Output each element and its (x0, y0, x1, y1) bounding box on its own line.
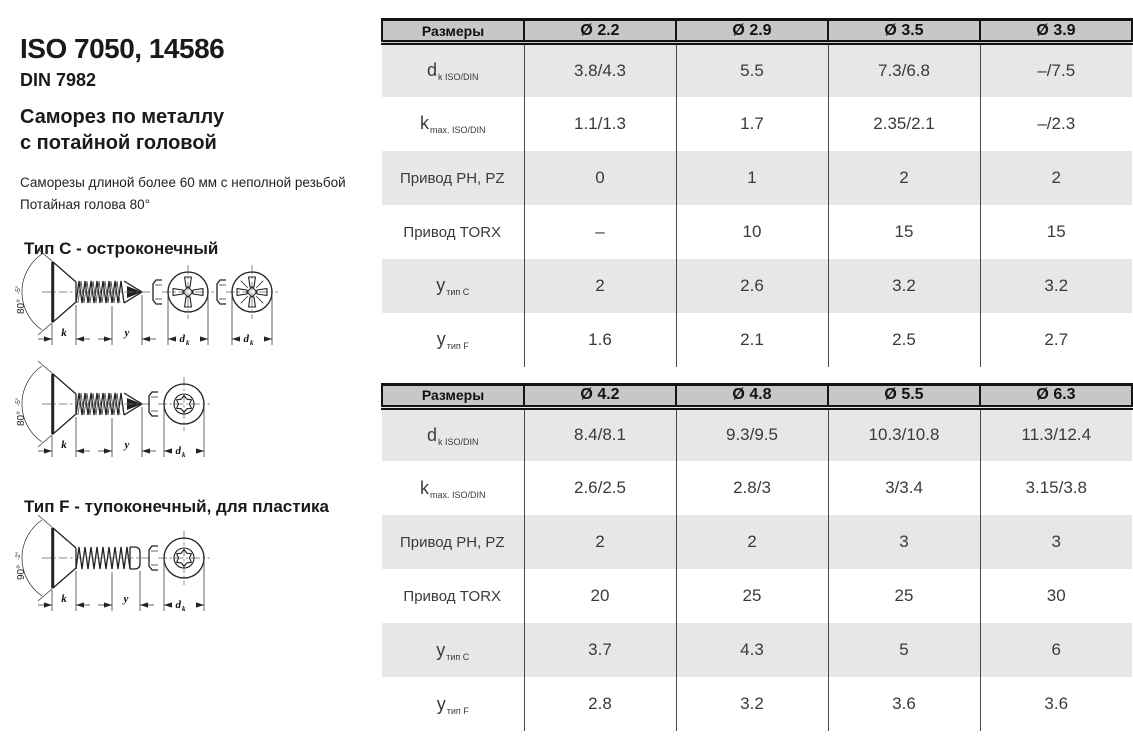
page-title: ISO 7050, 14586 (20, 32, 225, 64)
din-standard-label: DIN 7982 (20, 69, 97, 90)
torx-recess-head-view (158, 377, 210, 459)
table-row-drive-phpz (382, 515, 1132, 569)
cell: 6 (980, 623, 1132, 677)
type-c-side-view (14, 249, 156, 345)
table-row-dk (382, 43, 1132, 97)
dimensions-table-small (381, 18, 1133, 367)
cell: 10 (676, 205, 828, 259)
cell: 15 (828, 205, 980, 259)
dim-dk-label: d (175, 445, 181, 457)
table-row-drive-phpz (382, 151, 1132, 205)
table-row-y-type-f (382, 313, 1132, 367)
svg-text:k: k (182, 451, 186, 459)
cell: –/2.3 (980, 97, 1132, 151)
table-row-dk (382, 407, 1132, 461)
head-profile-glyph (153, 280, 162, 304)
type-f-screw-torx-drawing (12, 514, 227, 618)
head-angle-label (14, 551, 27, 580)
cell: 2.6/2.5 (524, 461, 676, 515)
cell: 2 (524, 259, 676, 313)
svg-text:90°: 90° (16, 564, 27, 580)
table-header (382, 384, 1132, 407)
cell: 10.3/10.8 (828, 407, 980, 461)
cell: 2 (524, 515, 676, 569)
svg-text:k: k (250, 339, 254, 347)
cell: 30 (980, 569, 1132, 623)
row-label: $y_{тип C}$ (436, 275, 470, 297)
cell: 25 (676, 569, 828, 623)
table-row-y-type-f (382, 677, 1132, 731)
cell: 3/3.4 (828, 461, 980, 515)
row-label: Привод PH, PZ (399, 169, 505, 187)
row-label: Привод TORX (403, 223, 502, 241)
header-diameter: Ø 5.5 (828, 384, 980, 407)
cell: 1 (676, 151, 828, 205)
dim-k-label: k (61, 327, 67, 339)
table-row-kmax (382, 461, 1132, 515)
svg-text:-2°: -2° (15, 551, 22, 560)
row-label: $y_{тип F}$ (436, 329, 469, 351)
header-diameter: Ø 2.9 (676, 20, 828, 43)
header-sizes: Размеры (382, 20, 524, 43)
type-f-side-view (14, 515, 154, 611)
dim-y-label: y (124, 327, 130, 339)
row-label: $k_{max. ISO/DIN}$ (419, 477, 486, 500)
cell: 2.8 (524, 677, 676, 731)
product-name-line2: с потайной головой (20, 132, 217, 154)
type-c-heading: Тип C - остроконечный (24, 239, 219, 258)
cell: 5 (828, 623, 980, 677)
cell: 3.2 (980, 259, 1132, 313)
head-profile-glyph (149, 546, 158, 570)
header-diameter: Ø 3.9 (980, 20, 1132, 43)
svg-text:k: k (186, 339, 190, 347)
cell: 3.2 (828, 259, 980, 313)
row-label: Привод TORX (403, 588, 502, 605)
dim-k-label: k (61, 593, 67, 605)
row-label: $d_{k ISO/DIN}$ (426, 60, 479, 83)
type-c-screw-torx-drawing (12, 360, 227, 464)
cell: 0 (524, 151, 676, 205)
product-name-line1: Саморез по металлу (20, 106, 225, 128)
product-name (20, 104, 224, 156)
cell: 2.6 (676, 259, 828, 313)
tables-area (381, 18, 1131, 731)
svg-text:-5°: -5° (15, 285, 22, 294)
table-row-kmax (382, 97, 1132, 151)
table-body (382, 407, 1132, 731)
table-row-drive-torx (382, 205, 1132, 259)
cell: 2 (676, 515, 828, 569)
cell: 2 (980, 151, 1132, 205)
cell: 7.3/6.8 (828, 43, 980, 97)
cell: 3.8/4.3 (524, 43, 676, 97)
row-label: $d_{k ISO/DIN}$ (426, 424, 479, 447)
cell: 2.35/2.1 (828, 97, 980, 151)
table-body (382, 43, 1132, 367)
head-angle-label (14, 285, 27, 314)
header-diameter: Ø 3.5 (828, 20, 980, 43)
table-row-y-type-c (382, 623, 1132, 677)
pz-recess-head-view (226, 265, 278, 347)
cell: 1.7 (676, 97, 828, 151)
row-label: $k_{max. ISO/DIN}$ (419, 113, 486, 135)
header-diameter: Ø 2.2 (524, 20, 676, 43)
cell: 25 (828, 569, 980, 623)
cell: 3 (980, 515, 1132, 569)
cell: 2 (828, 151, 980, 205)
row-label: $y_{тип C}$ (436, 639, 470, 662)
cell: 9.3/9.5 (676, 407, 828, 461)
table-row-drive-torx (382, 569, 1132, 623)
head-profile-glyph (217, 280, 226, 304)
cell: – (524, 205, 676, 259)
cell: 4.3 (676, 623, 828, 677)
table-row-y-type-c (382, 259, 1132, 313)
header-row (382, 20, 1132, 43)
left-panel (0, 0, 380, 753)
cell: 2.1 (676, 313, 828, 367)
cell: 1.6 (524, 313, 676, 367)
cell: 3.6 (828, 677, 980, 731)
header-diameter: Ø 6.3 (980, 384, 1132, 407)
row-label: $y_{тип F}$ (436, 693, 469, 716)
dim-y-label: y (123, 593, 129, 605)
torx-recess-head-view (158, 531, 210, 613)
cell: 2.7 (980, 313, 1132, 367)
description-note-1: Саморезы длиной более 60 мм с неполной резьбой (20, 174, 346, 190)
ph-recess-head-view (162, 265, 214, 347)
cell: –/7.5 (980, 43, 1132, 97)
type-c-screw-phpz-drawing (12, 248, 287, 352)
cell: 5.5 (676, 43, 828, 97)
cell: 3.2 (676, 677, 828, 731)
svg-text:80°: 80° (16, 298, 27, 314)
cell: 1.1/1.3 (524, 97, 676, 151)
cell: 11.3/12.4 (980, 407, 1132, 461)
cell: 3 (828, 515, 980, 569)
dim-dk-label: d (243, 333, 249, 345)
cell: 15 (980, 205, 1132, 259)
cell: 2.8/3 (676, 461, 828, 515)
header-sizes: Размеры (382, 384, 524, 407)
dim-dk-label: d (179, 333, 185, 345)
row-label: Привод PH, PZ (399, 534, 505, 551)
cell: 3.7 (524, 623, 676, 677)
header-diameter: Ø 4.8 (676, 384, 828, 407)
cell: 20 (524, 569, 676, 623)
header-row (382, 384, 1132, 407)
head-profile-glyph (149, 392, 158, 416)
header-diameter: Ø 4.2 (524, 384, 676, 407)
description-note-2: Потайная голова 80° (20, 196, 151, 212)
cell: 3.15/3.8 (980, 461, 1132, 515)
dimensions-table-large (381, 383, 1133, 732)
cell: 2.5 (828, 313, 980, 367)
table-header (382, 20, 1132, 43)
type-f-heading: Тип F - тупоконечный, для пластика (24, 497, 329, 516)
cell: 8.4/8.1 (524, 407, 676, 461)
cell: 3.6 (980, 677, 1132, 731)
